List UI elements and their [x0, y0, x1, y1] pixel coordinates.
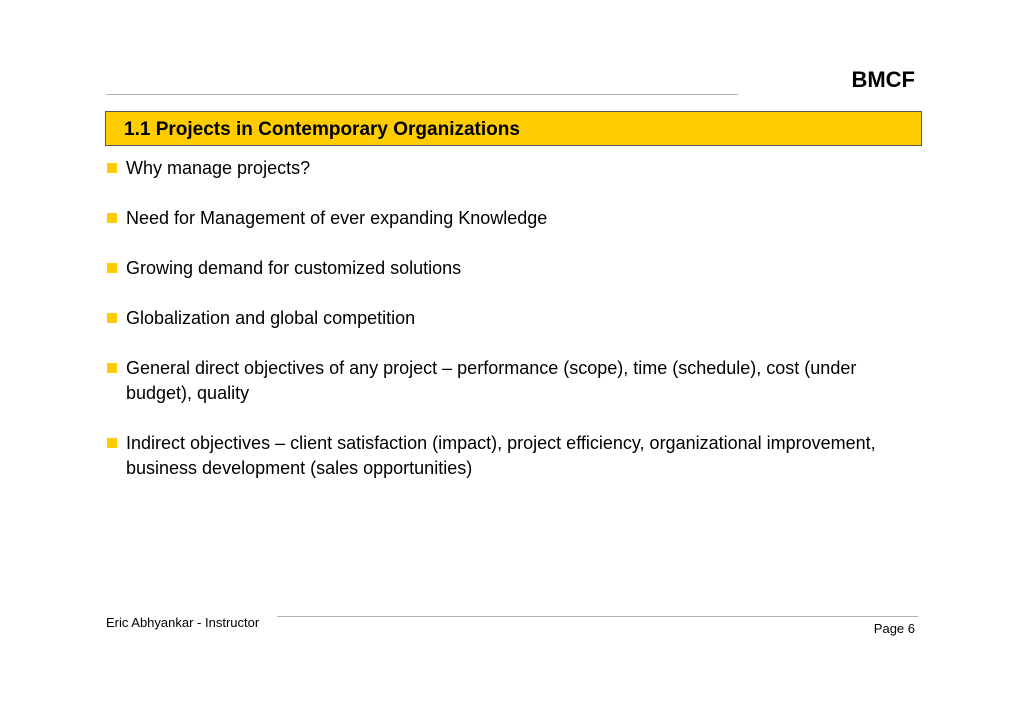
square-bullet-icon	[107, 438, 117, 448]
bullet-list	[106, 156, 922, 506]
bullet-item	[106, 306, 922, 331]
square-bullet-icon	[107, 163, 117, 173]
page-number: Page 6	[873, 621, 915, 636]
square-bullet-icon	[107, 213, 117, 223]
bullet-text: General direct objectives of any project – performance (scope), time (schedule), cost (under budget), quality	[126, 358, 857, 403]
slide-title: 1.1 Projects in Contemporary Organizations	[124, 119, 520, 140]
brand-logo-text: BMCF	[851, 67, 915, 92]
footer-divider	[277, 616, 918, 617]
bullet-item	[106, 156, 922, 181]
bullet-item	[106, 206, 922, 231]
footer-author: Eric Abhyankar - Instructor	[106, 615, 260, 630]
bullet-item	[106, 431, 922, 481]
header-divider	[106, 94, 738, 95]
square-bullet-icon	[107, 263, 117, 273]
bullet-item	[106, 256, 922, 281]
bullet-text: Growing demand for customized solutions	[126, 258, 462, 278]
bullet-text: Globalization and global competition	[126, 308, 416, 328]
square-bullet-icon	[107, 313, 117, 323]
bullet-text: Why manage projects?	[126, 158, 311, 178]
bullet-item	[106, 356, 922, 406]
bullet-text: Indirect objectives – client satisfaction (impact), project efficiency, organizational improvement, business development (sales opportunities)	[126, 433, 876, 478]
square-bullet-icon	[107, 363, 117, 373]
bullet-text: Need for Management of ever expanding Knowledge	[126, 208, 548, 228]
slide-title-bar	[105, 111, 922, 146]
